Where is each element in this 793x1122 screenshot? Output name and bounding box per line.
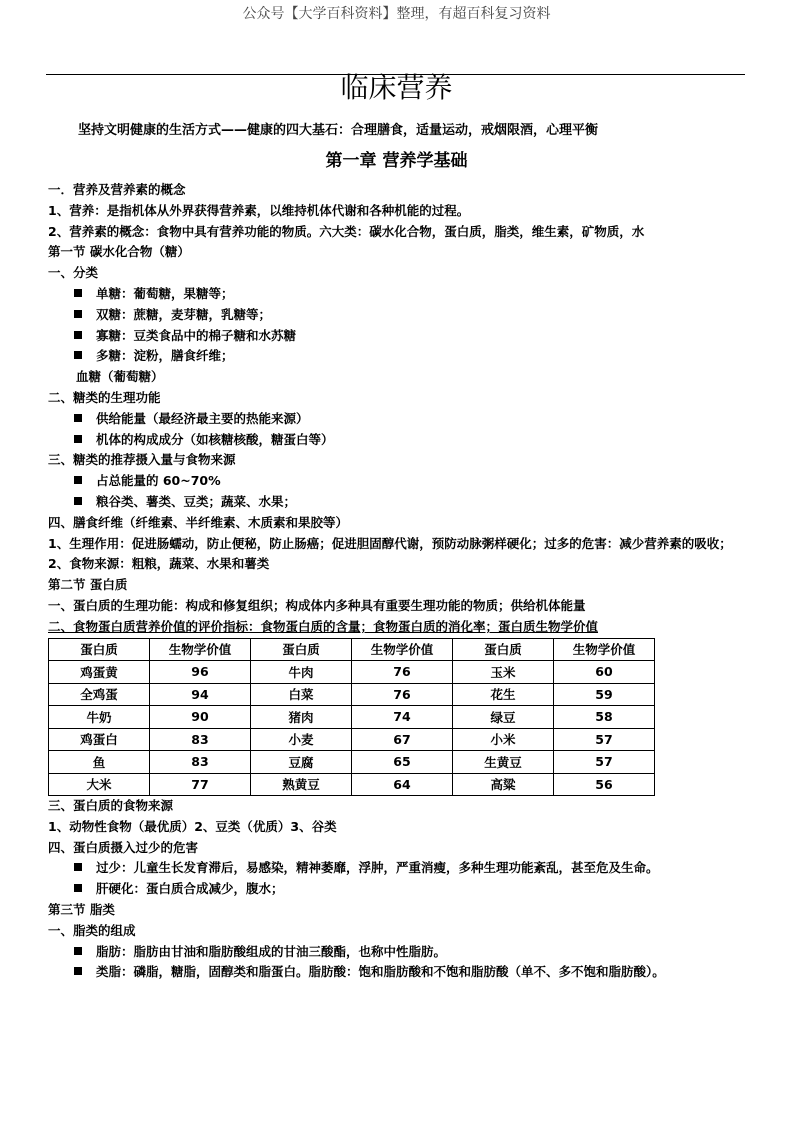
food-cell: 生黄豆 (453, 751, 554, 774)
subtitle: 坚持文明健康的生活方式——健康的四大基石：合理膳食，适量运动，戒烟限酒，心理平衡 (78, 123, 599, 138)
text-line: 血糖（葡萄糖） (76, 369, 164, 385)
food-cell: 牛肉 (251, 661, 352, 684)
bio-value-cell: 59 (554, 683, 655, 706)
bullet-item: 供给能量（最经济最主要的热能来源） (48, 409, 748, 430)
column-header: 生物学价值 (352, 638, 453, 661)
text-line: 第三节 脂类 (48, 902, 115, 918)
bio-value-cell: 76 (352, 661, 453, 684)
bio-value-cell: 64 (352, 773, 453, 796)
food-cell: 白菜 (251, 683, 352, 706)
bio-value-cell: 60 (554, 661, 655, 684)
text-line: 一、脂类的组成 (48, 922, 136, 938)
bullet-item: 过少：儿童生长发育滞后，易感染，精神萎靡，浮肿，严重消瘦，多种生理功能紊乱，甚至危及生命。 (48, 858, 748, 879)
table-row (49, 751, 655, 774)
document-body (48, 180, 748, 983)
column-header: 蛋白质 (251, 638, 352, 661)
text-line: 四、膳食纤维（纤维素、半纤维素、木质素和果胶等） (48, 514, 349, 530)
bio-value-cell: 83 (150, 751, 251, 774)
bio-value-cell: 74 (352, 706, 453, 729)
food-cell: 猪肉 (251, 706, 352, 729)
food-cell: 小米 (453, 728, 554, 751)
table-row (49, 773, 655, 796)
text-line: 2、营养素的概念：食物中具有营养功能的物质。六大类：碳水化合物，蛋白质，脂类，维生素，矿物质，水 (48, 223, 645, 239)
food-cell: 绿豆 (453, 706, 554, 729)
text-line: 第二节 蛋白质 (48, 577, 128, 593)
food-cell: 全鸡蛋 (49, 683, 150, 706)
text-line: 三、糖类的推荐摄入量与食物来源 (48, 452, 236, 468)
bullet-item: 肝硬化：蛋白质合成减少，腹水； (48, 879, 748, 900)
text-line: 一、分类 (48, 265, 99, 281)
bio-value-cell: 56 (554, 773, 655, 796)
bio-value-cell: 96 (150, 661, 251, 684)
food-cell: 鱼 (49, 751, 150, 774)
food-cell: 小麦 (251, 728, 352, 751)
bullet-item: 占总能量的 60~70% (48, 471, 748, 492)
column-header: 蛋白质 (49, 638, 150, 661)
watermark-header: 公众号【大学百科资料】整理，有超百科复习资料 (242, 6, 551, 22)
table-row (49, 728, 655, 751)
section-before-table (48, 180, 748, 638)
food-cell: 牛奶 (49, 706, 150, 729)
column-header: 生物学价值 (554, 638, 655, 661)
text-line: 2、食物来源：粗粮，蔬菜、水果和薯类 (48, 556, 270, 572)
bio-value-cell: 67 (352, 728, 453, 751)
bio-value-cell: 94 (150, 683, 251, 706)
table-header-row (49, 638, 655, 661)
food-cell: 高粱 (453, 773, 554, 796)
bullet-item: 机体的构成成分（如核糖核酸，糖蛋白等） (48, 430, 748, 451)
food-cell: 玉米 (453, 661, 554, 684)
text-line: 二、糖类的生理功能 (48, 389, 161, 405)
food-cell: 鸡蛋黄 (49, 661, 150, 684)
food-cell: 鸡蛋白 (49, 728, 150, 751)
bio-value-cell: 76 (352, 683, 453, 706)
bio-value-cell: 58 (554, 706, 655, 729)
text-line: 1、生理作用：促进肠蠕动，防止便秘，防止肠癌；促进胆固醇代谢，预防动脉粥样硬化；过多的危害：减少营养素的吸收； (48, 535, 732, 551)
bullet-item: 单糖：葡萄糖，果糖等； (48, 284, 748, 305)
text-line: 1、动物性食物（最优质）2、豆类（优质）3、谷类 (48, 818, 337, 834)
column-header: 生物学价值 (150, 638, 251, 661)
section-after-table (48, 796, 748, 983)
bio-value-cell: 57 (554, 751, 655, 774)
text-line: 第一节 碳水化合物（糖） (48, 244, 190, 260)
bullet-item: 寡糖：豆类食品中的棉子糖和水苏糖 (48, 326, 748, 347)
bio-value-cell: 77 (150, 773, 251, 796)
bullet-item: 粮谷类、薯类、豆类；蔬菜、水果； (48, 492, 748, 513)
bullet-item: 脂肪：脂肪由甘油和脂肪酸组成的甘油三酸酯，也称中性脂肪。 (48, 942, 748, 963)
text-line: 1、营养：是指机体从外界获得营养素，以维持机体代谢和各种机能的过程。 (48, 202, 470, 218)
table-row (49, 706, 655, 729)
text-line: 二、食物蛋白质营养价值的评价指标：食物蛋白质的含量；食物蛋白质的消化率；蛋白质生物学价值 (48, 618, 599, 634)
bio-value-cell: 90 (150, 706, 251, 729)
bio-value-cell: 57 (554, 728, 655, 751)
bullet-item: 多糖：淀粉，膳食纤维； (48, 346, 748, 367)
protein-value-table (48, 638, 655, 797)
table-row (49, 661, 655, 684)
bio-value-cell: 65 (352, 751, 453, 774)
text-line: 一、蛋白质的生理功能：构成和修复组织；构成体内多种具有重要生理功能的物质；供给机体能量 (48, 597, 586, 613)
chapter-heading: 第一章 营养学基础 (325, 151, 468, 171)
table-row (49, 683, 655, 706)
text-line: 一．营养及营养素的概念 (48, 182, 186, 197)
bullet-item: 双糖：蔗糖，麦芽糖，乳糖等； (48, 305, 748, 326)
food-cell: 大米 (49, 773, 150, 796)
bio-value-cell: 83 (150, 728, 251, 751)
food-cell: 豆腐 (251, 751, 352, 774)
food-cell: 花生 (453, 683, 554, 706)
bullet-item: 类脂：磷脂，糖脂，固醇类和脂蛋白。脂肪酸：饱和脂肪酸和不饱和脂肪酸（单不、多不饱和脂肪酸）。 (48, 962, 748, 983)
text-line: 三、蛋白质的食物来源 (48, 798, 174, 814)
text-line: 四、蛋白质摄入过少的危害 (48, 839, 199, 855)
food-cell: 熟黄豆 (251, 773, 352, 796)
page-title: 临床营养 (340, 71, 453, 104)
column-header: 蛋白质 (453, 638, 554, 661)
